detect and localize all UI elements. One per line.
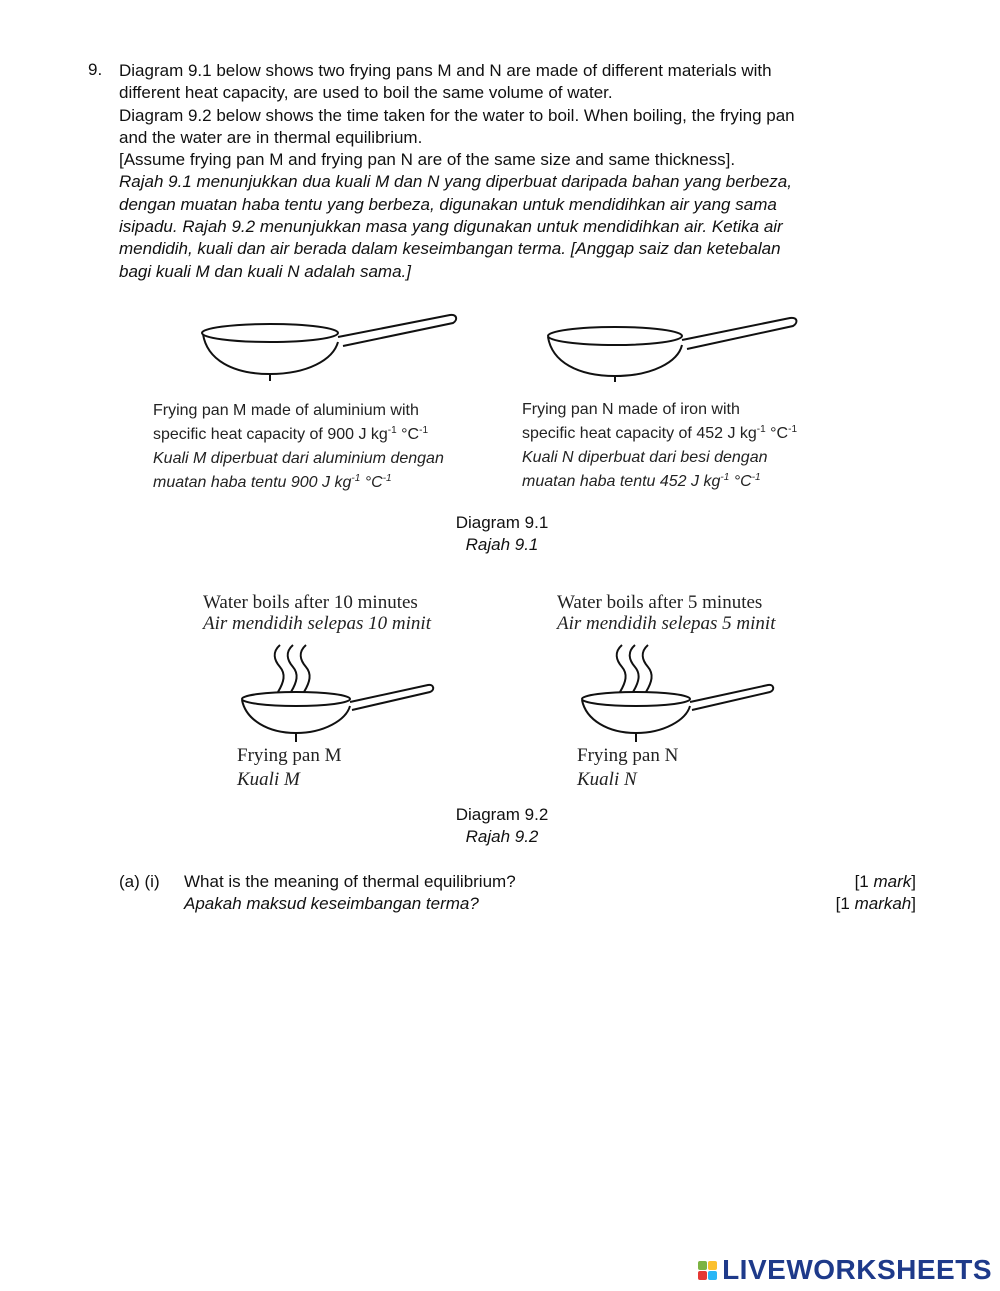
question-number: 9.	[88, 60, 103, 79]
part-a-label: (a) (i)	[119, 872, 160, 891]
logo-text: LIVEWORKSHEETS	[722, 1254, 992, 1285]
boiling-pan-m-illustration	[238, 640, 438, 745]
steam-icon	[617, 645, 652, 692]
boiling-pan-n-illustration	[578, 640, 778, 745]
question-line-ms: dengan muatan haba tentu yang berbeza, digunakan untuk mendidihkan air yang sama	[119, 194, 777, 214]
part-a-marks	[836, 871, 916, 915]
pan-m-caption-line1: Frying pan M made of aluminium with	[153, 402, 419, 419]
frying-pan-n-illustration	[540, 312, 805, 384]
mark-en: [1 mark]	[854, 872, 916, 891]
question-line-en: Diagram 9.2 below shows the time taken for the water to boil. When boiling, the frying pan	[119, 105, 795, 125]
part-a-question: What is the meaning of thermal equilibrium? Apakah maksud keseimbangan terma?	[184, 872, 516, 913]
steam-icon	[275, 645, 310, 692]
pan-n-caption-line4: muatan haba tentu 452 J $kg^{-1}$ $^\circ C^{-1}$	[522, 472, 761, 490]
question-line-en: and the water are in thermal equilibrium.	[119, 127, 423, 147]
question-line-ms: Rajah 9.1 menunjukkan dua kuali M dan N yang diperbuat daripada bahan yang berbeza,	[119, 172, 792, 192]
logo-icon	[698, 1261, 717, 1280]
question-line-en: [Assume frying pan M and frying pan N are of the same size and same thickness].	[119, 150, 736, 170]
question-line-en: different heat capacity, are used to boil the same volume of water.	[119, 83, 613, 103]
question-line-ms: bagi kuali M dan kuali N adalah sama.]	[119, 261, 411, 281]
question-line-ms: isipadu. Rajah 9.2 menunjukkan masa yang digunakan untuk mendidihkan air. Ketika air	[119, 217, 783, 237]
pan-n-caption	[522, 398, 882, 494]
frying-pan-m-illustration	[195, 308, 460, 383]
pan-n-caption-line3: Kuali N diperbuat dari besi dengan	[522, 449, 768, 466]
pan-m-caption-line4: muatan haba tentu 900 J $kg^{-1}$ $^\circ C^{-1}$	[153, 473, 392, 491]
pan-m-caption-line3: Kuali M diperbuat dari aluminium dengan	[153, 450, 444, 467]
pan-n-name: Frying pan N Kuali N	[577, 745, 679, 790]
pan-m-caption-line2: specific heat capacity of 900 J $kg^{-1}$ $^\circ C^{-1}$	[153, 425, 429, 443]
question-body	[119, 60, 909, 283]
pan-m-caption	[153, 399, 513, 495]
pan-n-caption-line1: Frying pan N made of iron with	[522, 401, 740, 418]
pan-m-name: Frying pan M Kuali M	[237, 745, 342, 790]
pan-n-caption-line2: specific heat capacity of 452 J $kg^{-1}$ $^\circ C^{-1}$	[522, 424, 798, 442]
question-line-ms: mendidih, kuali dan air berada dalam keseimbangan terma. [Anggap saiz dan ketebalan	[119, 239, 781, 259]
mark-ms: [1 markah]	[835, 894, 916, 913]
diagram-9-2-label: Diagram 9.2 Rajah 9.2	[455, 805, 549, 846]
liveworksheets-logo	[698, 1254, 992, 1286]
question-line-en: Diagram 9.1 below shows two frying pans M and N are made of different materials with	[119, 61, 772, 80]
pan-m-boil-time: Water boils after 10 minutes Air mendidih selepas 10 minit	[203, 592, 431, 634]
diagram-9-1-label: Diagram 9.1 Rajah 9.1	[455, 513, 549, 554]
pan-n-boil-time: Water boils after 5 minutes Air mendidih selepas 5 minit	[557, 592, 776, 634]
